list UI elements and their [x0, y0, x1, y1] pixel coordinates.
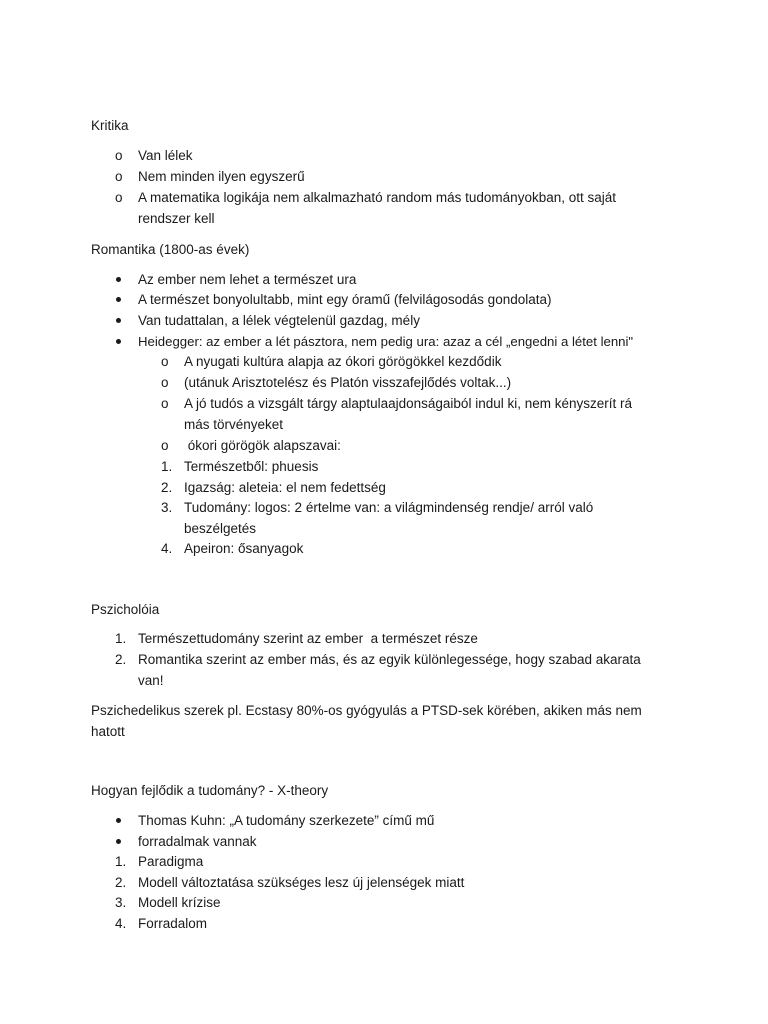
bullet-dot-icon	[116, 339, 121, 344]
bullet-dot-icon	[116, 839, 121, 844]
document-page: Kritika o Van lélek o Nem minden ilyen egyszerű o A matematika logikája nem alkalmazható random más tudományokban, ott saját rendszer kell Romantika (1800-as évek) Az ember nem lehet a természet ura A természet bonyolultabb, mint egy óramű (felvilágosodás gondolata) Van tudattalan, a lélek végtelenül gazdag, mély Heidegger: az ember a lét pásztora, nem pedig ura: azaz a cél „engedni a létet lenni" o A nyugati kultúra alapja az ókori görögökkel kezdődik o (utánuk Arisztotelész és Platón visszafejlődés voltak...) o A jó tudós a vizsgált tárgy alaptulaajdonságaiból indul ki, nem kényszerít rá más törvényeket o ókori görögök alapszavai: 1. Természetből: phuesis 2. Igazság: aleteia: el nem fedettség 3. Tudomány: logos: 2 értelme van: a világmindenség rendje/ arról való beszélgetés 4. Apeiron: ősanyagok Pszicholóia 1. Természettudomány szerint az ember a természet része 2. Romantika szerint az ember más, és az egyik különlegessége, hogy szabad akarata van! Pszichedelikus szerek pl. Ecstasy 80%-os gyógyulás a PTSD-sek körében, akiken más nem hatott Hogyan fejlődik a tudomány? - X-theory Thomas Kuhn: „A tudomány szerkezete” című mű forradalmak vannak 1. Paradigma 2. Modell változtatása szükséges lesz új jelenségek miatt 3. Modell krízise 4. Forradalom	[0, 0, 768, 1024]
bullet-dot-icon	[116, 297, 121, 302]
circle-bullet-icon: o	[161, 396, 169, 411]
heading-pszicholoia: Pszicholóia	[91, 602, 160, 617]
bullet-dot-icon	[116, 277, 121, 282]
circle-bullet-icon: o	[115, 169, 123, 184]
heading-kritika: Kritika	[91, 118, 129, 133]
circle-bullet-icon: o	[161, 354, 169, 369]
paragraph: Pszichedelikus szerek pl. Ecstasy 80%-os gyógyulás a PTSD-sek körében, akiken más nem hatott	[91, 703, 642, 739]
circle-bullet-icon: o	[115, 148, 123, 163]
circle-bullet-icon: o	[161, 438, 169, 453]
bullet-dot-icon	[116, 818, 121, 823]
circle-bullet-icon: o	[115, 190, 123, 205]
bullet-dot-icon	[116, 318, 121, 323]
heading-tudomany: Hogyan fejlődik a tudomány? - X-theory	[91, 783, 329, 798]
circle-bullet-icon: o	[161, 375, 169, 390]
heading-romantika: Romantika (1800-as évek)	[91, 242, 250, 257]
